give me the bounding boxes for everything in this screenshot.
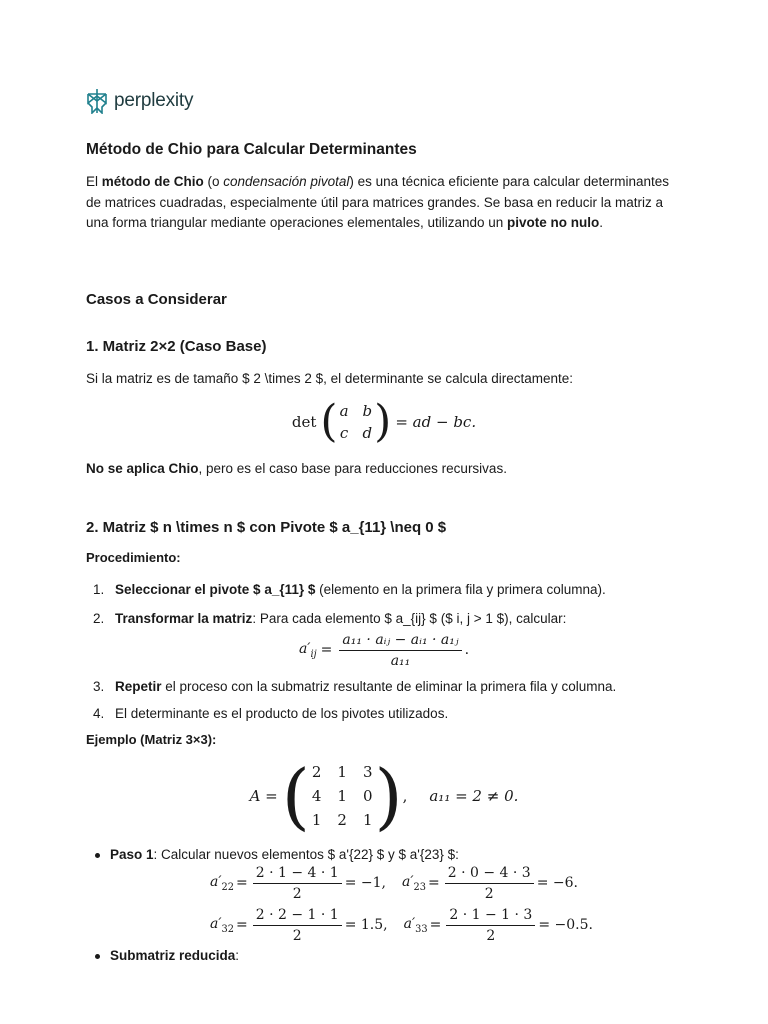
case1-heading: 1. Matriz 2×2 (Caso Base) xyxy=(86,338,267,355)
intro-text-2: (o xyxy=(203,174,224,189)
intro-paragraph xyxy=(86,172,686,234)
perplexity-logo-icon xyxy=(86,88,108,114)
case1-note xyxy=(86,459,507,480)
procedure-label: Procedimiento: xyxy=(86,550,181,565)
cases-heading: Casos a Considerar xyxy=(86,291,227,308)
case2-heading: 2. Matriz $ n \times n $ con Pivote $ a_{11} \neq 0 $ xyxy=(86,519,447,536)
case1-note-rest: , pero es el caso base para reducciones recursivas. xyxy=(198,461,507,476)
bullet-submatriz: Submatriz reducida: xyxy=(95,946,239,967)
paso1-formulas xyxy=(210,862,593,946)
brand-logo xyxy=(86,88,193,114)
case1-text: Si la matriz es de tamaño $ 2 \times 2 $, el determinante se calcula directamente: xyxy=(86,371,573,386)
intro-bold-method: método de Chio xyxy=(101,174,204,189)
formula-row-2: $a'_{32}$ = $\frac{2 \cdot 2 - 1 \cdot 1}{2}$ = 1.5, $a'_{33}$ = $\frac{2 \cdot 1 - 1 \cdot 3}{2}$ = −0.5. xyxy=(210,906,593,944)
case1-note-bold: No se aplica Chio xyxy=(86,461,199,476)
brand-name: perplexity xyxy=(114,90,194,111)
matrix-cell: d xyxy=(362,424,373,442)
chio-formula: $a'_{ij}$ = $\frac{\text{a₁₁ · aᵢⱼ − aᵢ₁ · a₁ⱼ}}{\text{a₁₁}}$ . xyxy=(298,631,470,669)
bullet-dot xyxy=(95,853,100,858)
intro-text-3: ) es una técnica eficiente para calcular determinantes de matrices cuadradas, especialmente útil para matrices grandes. Se basa en reducir la matriz a una forma triangular mediante operaciones elementales, utilizando un xyxy=(86,174,670,231)
matrix-cell: b xyxy=(362,402,373,420)
step-4: 4. El determinante es el producto de los pivotes utilizados. xyxy=(93,706,449,721)
step-3: 3. Repetir el proceso con la submatriz resultante de eliminar la primera fila y columna. xyxy=(93,679,617,694)
formula-row-1: $a'_{22}$ = $\frac{2 \cdot 1 - 4 \cdot 1}{2}$ = −1, $a'_{23}$ = $\frac{2 \cdot 0 - 4 \cdot 3}{2}$ = −6. xyxy=(210,864,578,902)
det-result: = ad − bc. xyxy=(395,413,477,431)
intro-text-1: El xyxy=(86,174,102,189)
chio-fraction: $\frac{\text{a₁₁ · aᵢⱼ − aᵢ₁ · a₁ⱼ}}{\text{a₁₁}}$ xyxy=(339,632,461,669)
matrix-cell: a xyxy=(339,402,349,420)
page-title: Método de Chio para Calcular Determinantes xyxy=(86,141,417,158)
bullet-paso1: Paso 1: Calcular nuevos elementos $ a'{22} $ y $ a'{23} $: xyxy=(95,845,459,866)
pivot-value: a₁₁ = 2 ≠ 0. xyxy=(429,787,519,805)
matrix-2x2: ( a b c d ) xyxy=(320,396,392,447)
det-operator: det xyxy=(291,413,317,431)
step-1: 1. Seleccionar el pivote $ a_{11} $ (elemento en la primera fila y primera columna). xyxy=(93,582,606,597)
example-matrix-formula: A = ( 2 1 3 4 1 0 1 2 1 ) , a₁₁ = 2 ≠ 0. xyxy=(249,754,519,838)
example-label: Ejemplo (Matriz 3×3): xyxy=(86,732,217,747)
bullet-dot xyxy=(95,954,100,959)
intro-italic: condensación pivotal xyxy=(223,174,350,189)
matrix-cell: c xyxy=(339,424,349,442)
matrix-3x3: ( 2 1 3 4 1 0 1 2 1 ) xyxy=(281,754,403,838)
intro-text-4: . xyxy=(599,215,604,231)
det-2x2-formula xyxy=(0,398,768,446)
step-2: 2. Transformar la matriz: Para cada elemento $ a_{ij} $ ($ i, j > 1 $), calcular: xyxy=(93,611,567,626)
intro-bold-pivot: pivote no nulo xyxy=(507,215,600,231)
